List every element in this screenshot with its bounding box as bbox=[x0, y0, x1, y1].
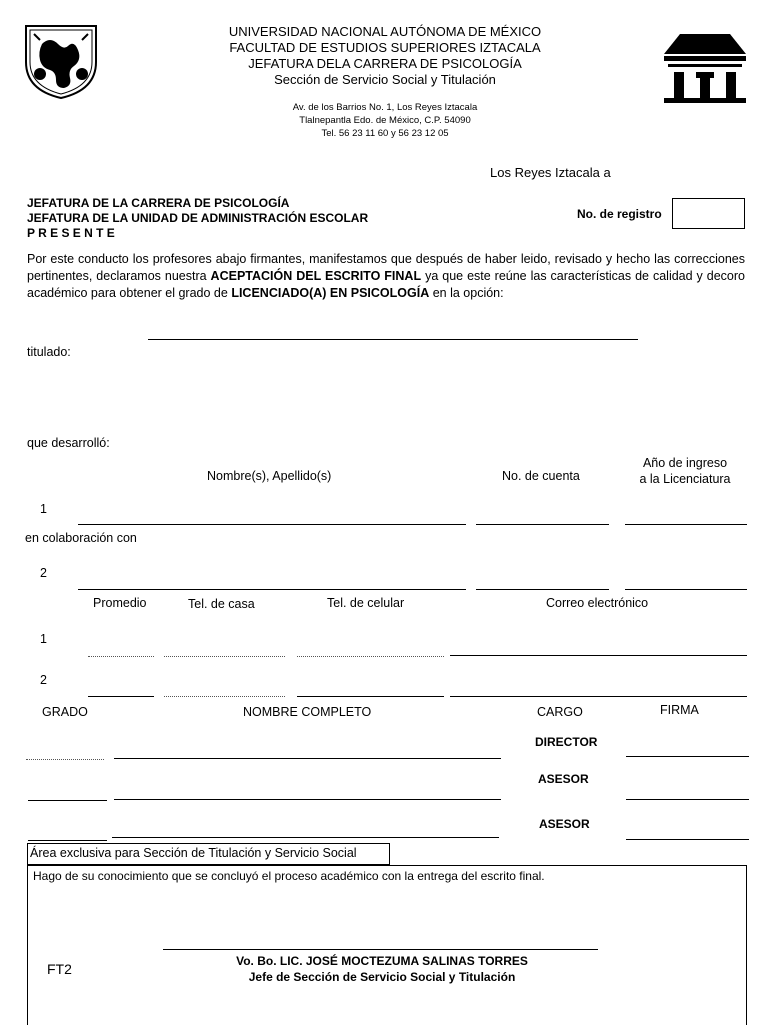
col-role: CARGO bbox=[537, 705, 583, 719]
vobo-name: Vo. Bo. LIC. JOSÉ MOCTEZUMA SALINAS TORRES bbox=[236, 954, 528, 968]
addressee-line-3: P R E S E N T E bbox=[27, 226, 115, 240]
exclusive-area-text: Hago de su conocimiento que se concluyó el proceso académico con la entrega del escrito final. bbox=[33, 869, 545, 883]
vobo-signature-line[interactable] bbox=[163, 949, 598, 950]
addressee-line-2: JEFATURA DE LA UNIDAD DE ADMINISTRACIÓN ESCOLAR bbox=[27, 211, 369, 225]
exclusive-area-label-box bbox=[27, 843, 390, 865]
contact-1-cell-line[interactable] bbox=[297, 656, 444, 657]
university-name: UNIVERSIDAD NACIONAL AUTÓNOMA DE MÉXICO bbox=[228, 24, 542, 39]
unam-shield-logo bbox=[20, 22, 102, 100]
col-signature: FIRMA bbox=[660, 703, 699, 717]
contact-2-home-line[interactable] bbox=[164, 696, 285, 697]
addressee-line-1: JEFATURA DE LA CARRERA DE PSICOLOGÍA bbox=[27, 196, 290, 210]
section-name: Sección de Servicio Social y Titulación bbox=[274, 72, 496, 87]
faculty-name: FACULTAD DE ESTUDIOS SUPERIORES IZTACALA bbox=[229, 40, 541, 55]
advisor-1-grade-line[interactable] bbox=[28, 800, 107, 801]
fes-iztacala-logo bbox=[660, 32, 750, 104]
form-code: FT2 bbox=[47, 961, 72, 977]
role-advisor-2: ASESOR bbox=[539, 817, 590, 831]
registro-label: No. de registro bbox=[577, 207, 662, 221]
contact-2-cell-line[interactable] bbox=[297, 696, 444, 697]
student-row-2-number: 2 bbox=[40, 566, 47, 580]
role-advisor-1: ASESOR bbox=[538, 772, 589, 786]
option-line[interactable] bbox=[148, 339, 638, 340]
director-name-line[interactable] bbox=[114, 758, 501, 759]
department-name: JEFATURA DELA CARRERA DE PSICOLOGÍA bbox=[248, 56, 522, 71]
advisor-1-name-line[interactable] bbox=[114, 799, 501, 800]
advisor-2-name-line[interactable] bbox=[112, 837, 499, 838]
student-1-name-line[interactable] bbox=[78, 524, 466, 525]
student-1-account-line[interactable] bbox=[476, 524, 609, 525]
exclusive-area-box bbox=[27, 865, 747, 1025]
col-student-name: Nombre(s), Apellido(s) bbox=[207, 469, 332, 483]
col-entry-year-2: a la Licenciatura bbox=[639, 472, 731, 486]
phone-line: Tel. 56 23 11 60 y 56 23 12 05 bbox=[321, 128, 449, 139]
advisor-1-signature-line[interactable] bbox=[626, 799, 749, 800]
advisor-2-signature-line[interactable] bbox=[626, 839, 749, 840]
contact-1-average-line[interactable] bbox=[88, 656, 154, 657]
col-entry-year-1: Año de ingreso bbox=[642, 456, 728, 470]
col-email: Correo electrónico bbox=[546, 596, 649, 610]
student-1-year-line[interactable] bbox=[625, 524, 747, 525]
contact-2-email-line[interactable] bbox=[450, 696, 747, 697]
director-grade-line[interactable] bbox=[26, 759, 104, 760]
contact-2-average-line[interactable] bbox=[88, 696, 154, 697]
address-line-2: Tlalnepantla Edo. de México, C.P. 54090 bbox=[299, 115, 471, 126]
student-2-name-line[interactable] bbox=[78, 589, 466, 590]
registro-box[interactable] bbox=[672, 198, 745, 229]
contact-1-home-line[interactable] bbox=[164, 656, 285, 657]
contact-row-2-number: 2 bbox=[40, 673, 47, 687]
role-director: DIRECTOR bbox=[535, 735, 598, 749]
col-cell-phone: Tel. de celular bbox=[327, 596, 405, 610]
student-2-year-line[interactable] bbox=[625, 589, 747, 590]
col-grade: GRADO bbox=[42, 705, 88, 719]
contact-1-email-line[interactable] bbox=[450, 655, 747, 656]
col-full-name: NOMBRE COMPLETO bbox=[243, 705, 372, 719]
exclusive-area-label: Área exclusiva para Sección de Titulación y Servicio Social bbox=[30, 846, 357, 860]
director-signature-line[interactable] bbox=[626, 756, 749, 757]
desarrollo-label: que desarrolló: bbox=[27, 436, 110, 450]
vobo-title: Jefe de Sección de Servicio Social y Titulación bbox=[248, 970, 516, 984]
col-average: Promedio bbox=[93, 596, 147, 610]
collaboration-label: en colaboración con bbox=[25, 531, 137, 545]
body-paragraph: Por este conducto los profesores abajo firmantes, manifestamos que después de haber leido, revisado y hecho las correcciones pertinentes, declaramos nuestra ACEPTACIÓN DEL ESCRITO FINAL ya que este reúne las características de calidad y decoro académico para obtener el grado de LICENCIADO(A) EN PSICOLOGÍA en la opción: bbox=[27, 252, 746, 300]
address-line-1: Av. de los Barrios No. 1, Los Reyes Iztacala bbox=[292, 102, 478, 113]
student-row-1-number: 1 bbox=[40, 502, 47, 516]
advisor-2-grade-line[interactable] bbox=[28, 840, 107, 841]
col-home-phone: Tel. de casa bbox=[188, 597, 255, 611]
contact-row-1-number: 1 bbox=[40, 632, 47, 646]
titulado-label: titulado: bbox=[27, 345, 71, 359]
student-2-account-line[interactable] bbox=[476, 589, 609, 590]
col-account-number: No. de cuenta bbox=[502, 469, 580, 483]
place-date: Los Reyes Iztacala a bbox=[490, 165, 611, 180]
